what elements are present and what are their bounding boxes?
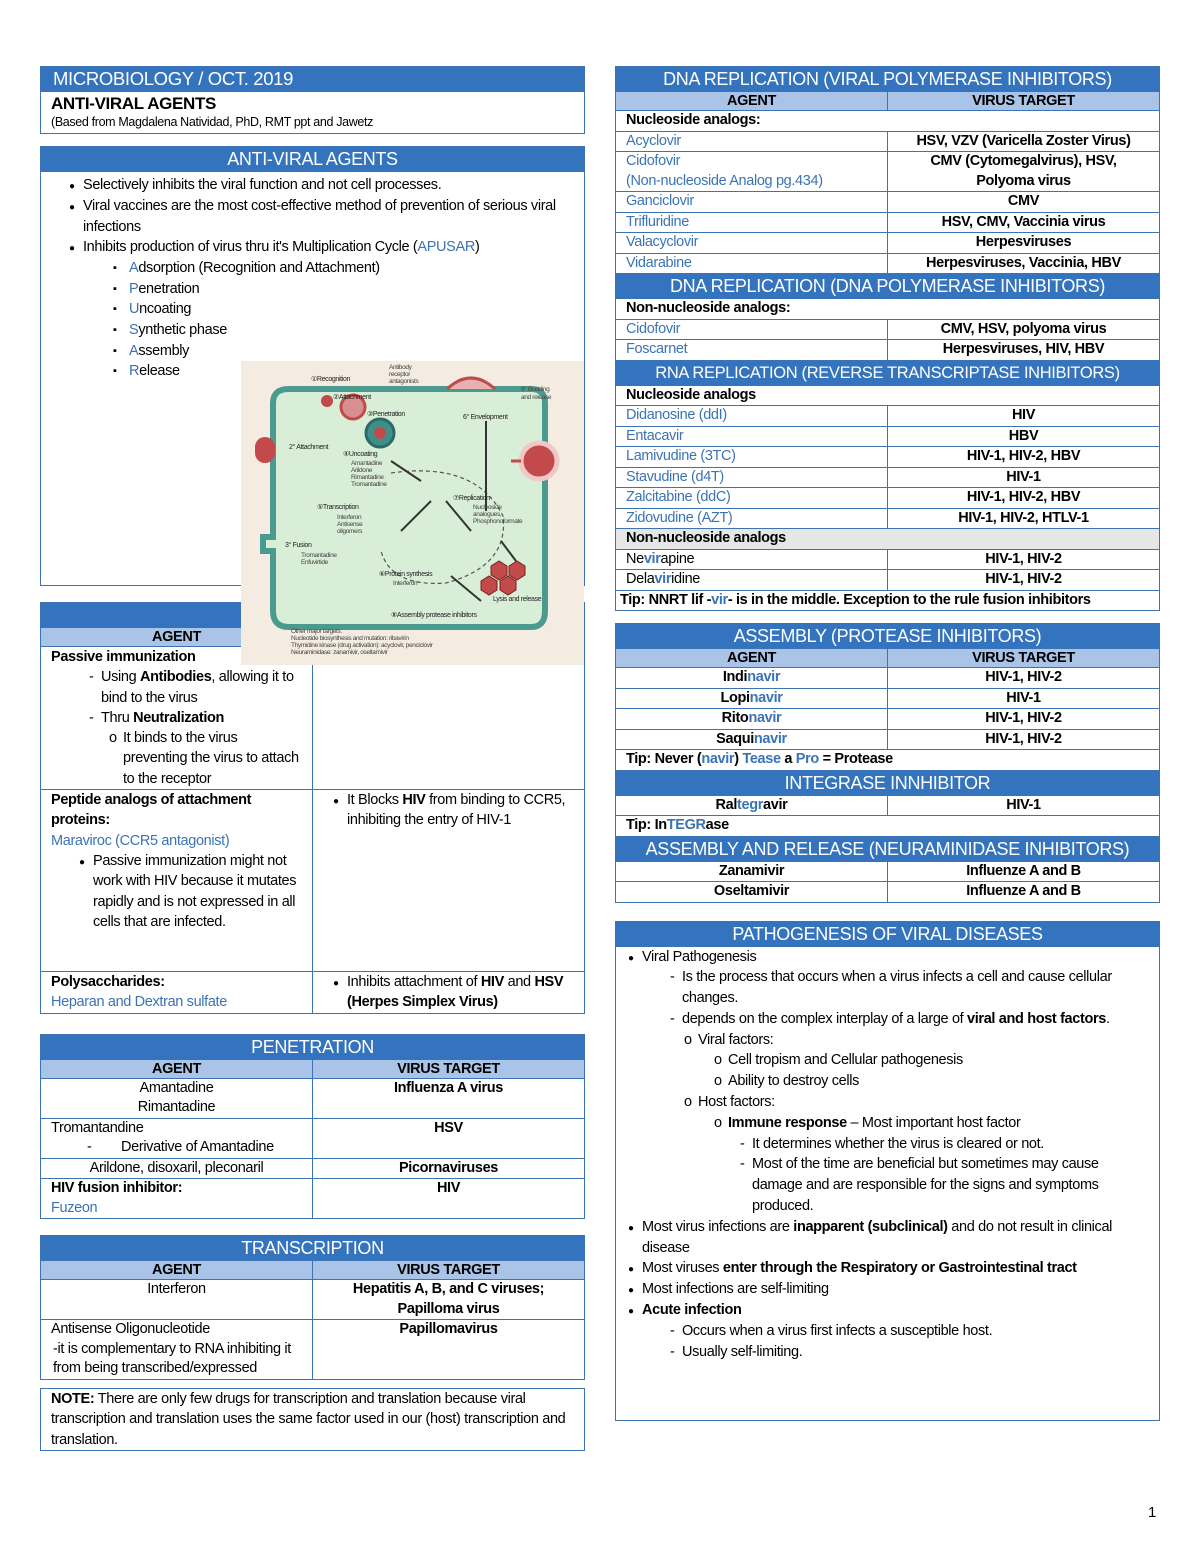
agent-name: Lopinavir <box>616 688 888 709</box>
bullet-apusar: ● Inhibits production of virus thru it's Multiplication Cycle (APUSAR) <box>71 237 564 258</box>
course-header: MICROBIOLOGY / OCT. 2019 <box>41 67 584 92</box>
table-row <box>41 1320 584 1379</box>
target-cell: Polyoma virus <box>976 172 1071 189</box>
attachment-table <box>41 628 584 1013</box>
col-agent: AGENT <box>41 628 313 647</box>
bullet-selective: ● Selectively inhibits the viral function and not cell processes. <box>71 175 564 196</box>
target-cell: HIV <box>313 1179 585 1219</box>
agent-name: Antisense Oligonucleotide <box>51 1321 210 1338</box>
agent-name: Rimantadine <box>137 1099 216 1116</box>
integrase-tip: Tip: InTEGRase <box>616 816 1159 836</box>
table-row <box>616 590 1159 610</box>
col-agent: AGENT <box>616 649 888 668</box>
col-target: VIRUS TARGET <box>313 1060 585 1079</box>
agent-name: HIV fusion inhibitor: <box>51 1180 183 1197</box>
diagram-label-penetration: ③Penetration <box>367 411 405 418</box>
table-row <box>41 1179 584 1219</box>
agent-name: Ganciclovir <box>616 192 888 213</box>
pathogenesis-panel <box>615 921 1160 1421</box>
rna-header: RNA REPLICATION (REVERSE TRANSCRIPTASE INHIBITORS) <box>616 360 1159 386</box>
dna-viral-table <box>616 92 1159 273</box>
pathogenesis-header: PATHOGENESIS OF VIRAL DISEASES <box>616 922 1159 947</box>
diagram-fusion-drugs: Tromantadine Enfuvirtide <box>301 552 337 566</box>
antiviral-agents-header: ANTI-VIRAL AGENTS <box>41 147 584 172</box>
list-item: - Usually self-limiting. <box>668 1342 1145 1363</box>
diagram-label-attachment: ②Attachment <box>333 394 371 401</box>
list-item: ● Viral Pathogenesis - Is the process that occurs when a virus infects a cell and cause cellular changes. - depends on the complex interplay of a large of viral and host factors. o Viral factors: o Cell tropism and Cellular pathogenesis o Ability to destroy cells o Host factors: o Immune response – Most important host factor - It determines whether the virus is cleared or not. - Most of the time are beneficial but sometimes may cause damage and are responsible for the signs and symptoms produced. <box>630 947 1145 1217</box>
table-row <box>616 212 1159 233</box>
group-label: Nucleoside analogs: <box>616 111 1159 132</box>
dna-viral-header: DNA REPLICATION (VIRAL POLYMERASE INHIBITORS) <box>616 67 1159 92</box>
source-note: (Based from Magdalena Natividad, PhD, RMT ppt and Jawetz <box>51 115 374 129</box>
col-agent: AGENT <box>41 1060 313 1079</box>
step-synthetic: ▪ Synthetic phase <box>113 320 584 341</box>
target-cell: HSV <box>313 1118 585 1158</box>
list-item: ● Inhibits attachment of HIV and HSV (Herpes Simplex Virus) <box>335 972 574 1013</box>
target-cell: HIV-1 <box>888 796 1160 816</box>
agent-name: Fuzeon <box>51 1199 98 1216</box>
agent-name: Saquinavir <box>616 729 888 750</box>
table-row <box>616 750 1159 770</box>
table-row <box>616 111 1159 132</box>
title-panel <box>40 66 585 134</box>
penetration-header: PENETRATION <box>41 1035 584 1060</box>
target-cell: HIV-1, HIV-2 <box>888 570 1160 591</box>
target-cell: HIV-1, HIV-2, HBV <box>888 447 1160 468</box>
target-cell: Influenze A and B <box>888 882 1160 902</box>
assembly-panel <box>615 623 1160 903</box>
agent-name: Ritonavir <box>616 709 888 730</box>
agent-name: Trifluridine <box>616 212 888 233</box>
table-row <box>616 488 1159 509</box>
diagram-label-uncoating: ④Uncoating <box>343 451 378 458</box>
assembly-tip: Tip: Never (navir) Tease a Pro = Protease <box>616 750 1159 770</box>
target-cell <box>313 647 585 790</box>
table-row <box>616 253 1159 273</box>
agent-name: Maraviroc (CCR5 antagonist) <box>51 832 230 849</box>
table-row <box>41 647 584 790</box>
list-item: - Occurs when a virus first infects a susceptible host. <box>668 1321 1145 1342</box>
table-row <box>616 152 1159 192</box>
table-row <box>616 406 1159 427</box>
diagram-label-transcription: ⑤Transcription <box>317 504 359 511</box>
target-cell: Influenze A and B <box>888 862 1160 882</box>
step-adsorption: ▪ Adsorption (Recognition and Attachment) <box>113 258 584 279</box>
bullet-vaccines: ● Viral vaccines are the most cost-effective method of prevention of serious viral infections <box>71 196 564 238</box>
left-column <box>40 66 585 1467</box>
list-item: - Most of the time are beneficial but sometimes may cause damage and are responsible for the signs and symptoms produced. <box>738 1154 1145 1216</box>
diagram-label-replication: ⑦Replication <box>453 495 490 502</box>
agent-name: Zidovudine (AZT) <box>616 508 888 529</box>
table-row <box>616 508 1159 529</box>
step-penetration: ▪ Penetration <box>113 279 584 300</box>
table-row <box>41 790 584 972</box>
group-label: Nucleoside analogs <box>616 386 1159 406</box>
step-release: ▪ Release <box>113 361 584 382</box>
table-row <box>616 882 1159 902</box>
agent-name: Valacyclovir <box>616 233 888 254</box>
group-label: Non-nucleoside analogs <box>616 529 1159 550</box>
agent-name: Oseltamivir <box>616 882 888 902</box>
diagram-label-protein-synthesis: ⑥Protein synthesis <box>379 571 433 578</box>
target-cell: CMV (Cytomegalvirus), HSV, <box>930 153 1117 169</box>
list-item: ● Passive immunization might not work with HIV because it mutates rapidly and is not expressed in all cells that are infected. <box>81 851 302 932</box>
agent-name: Acyclovir <box>616 131 888 152</box>
table-row <box>616 426 1159 447</box>
target-cell: Hepatitis A, B, and C viruses; <box>352 1281 545 1298</box>
agent-name: Amantadine <box>139 1079 214 1096</box>
table-row <box>616 862 1159 882</box>
list-item: o It binds to the virus preventing the virus to attach to the receptor <box>107 728 302 789</box>
table-row <box>616 386 1159 406</box>
target-cell: HIV-1, HIV-2, HBV <box>888 488 1160 509</box>
rna-table <box>616 386 1159 611</box>
diagram-label-recognition: ①Recognition <box>311 376 351 383</box>
table-row <box>616 570 1159 591</box>
penetration-panel <box>40 1034 585 1220</box>
row-title: Passive immunization <box>51 649 196 665</box>
target-cell: HIV-1 <box>888 688 1160 709</box>
list-item: - Thru Neutralization o It binds to the virus preventing the virus to attach to the receptor <box>87 708 302 789</box>
agent-name: Vidarabine <box>616 253 888 273</box>
right-column <box>615 66 1160 1437</box>
agent-name: Lamivudine (3TC) <box>616 447 888 468</box>
target-cell: HBV <box>888 426 1160 447</box>
diagram-label-antibody: Antibody receptor antagonists <box>389 364 419 385</box>
diagram-label-budding: 9° Budding and release <box>521 386 552 401</box>
target-cell: HIV-1 <box>888 467 1160 488</box>
agent-sub: - Derivative of Amantadine <box>87 1139 274 1156</box>
diagram-label-2-attachment: 2° Attachment <box>289 444 329 451</box>
transcription-header: TRANSCRIPTION <box>41 1236 584 1261</box>
list-item: o Cell tropism and Cellular pathogenesis <box>712 1050 1145 1071</box>
diagram-uncoating-drugs: Amantadine Arildone Rimantadine Tromantadine <box>351 460 387 488</box>
neuraminidase-table <box>616 862 1159 902</box>
col-agent: AGENT <box>41 1261 313 1280</box>
group-label: Non-nucleoside analogs: <box>616 299 1159 319</box>
target-cell: HIV-1, HIV-2 <box>888 668 1160 689</box>
diagram-label-fusion: 3° Fusion <box>285 542 312 549</box>
target-cell: HSV, VZV (Varicella Zoster Virus) <box>888 131 1160 152</box>
col-target: VIRUS TARGET <box>313 1261 585 1280</box>
col-target: VIRUS TARGET <box>888 649 1160 668</box>
row-title: Peptide analogs of attachment proteins: <box>51 792 252 829</box>
rna-tip: Tip: NNRT lif -vir- is in the middle. Exception to the rule fusion inhibitors <box>616 590 1159 610</box>
diagram-label-assembly: ⑧Assembly protease inhibitors <box>391 612 477 619</box>
col-agent: AGENT <box>616 92 888 111</box>
diagram-label-envelopment: 6° Envelopment <box>463 414 508 421</box>
target-cell: HIV-1, HIV-2 <box>888 729 1160 750</box>
agent-name: Cidofovir <box>626 153 681 169</box>
target-cell: HIV-1, HIV-2 <box>888 709 1160 730</box>
agent-name: Interferon <box>41 1280 313 1320</box>
target-cell: Herpesviruses, HIV, HBV <box>888 340 1160 360</box>
integrase-header: INTEGRASE INNHIBITOR <box>616 770 1159 796</box>
table-row <box>41 1118 584 1158</box>
table-row <box>616 549 1159 570</box>
assembly-table <box>616 649 1159 770</box>
target-cell: HSV, CMV, Vaccinia virus <box>888 212 1160 233</box>
agent-note: (Non-nucleoside Analog pg.434) <box>626 172 823 189</box>
agent-name: Indinavir <box>616 668 888 689</box>
table-row <box>616 192 1159 213</box>
list-item: - It determines whether the virus is cleared or not. <box>738 1134 1145 1155</box>
table-row <box>616 529 1159 550</box>
neuraminidase-header: ASSEMBLY AND RELEASE (NEURAMINIDASE INHIBITORS) <box>616 836 1159 862</box>
agent-name: Entacavir <box>616 426 888 447</box>
target-cell: HIV-1, HIV-2 <box>888 549 1160 570</box>
table-row <box>616 709 1159 730</box>
list-item: o Host factors: o Immune response – Most important host factor - It determines whether the virus is cleared or not. - Most of the time are beneficial but sometimes may cause damage and are responsible for the signs and symptoms produced. <box>682 1092 1145 1217</box>
target-cell: Herpesviruses, Vaccinia, HBV <box>888 253 1160 273</box>
list-item: ● Acute infection - Occurs when a virus first infects a susceptible host. - Usually self-limiting. <box>630 1300 1145 1362</box>
antiviral-agents-panel <box>40 146 585 656</box>
table-row <box>41 972 584 1013</box>
list-item: ● Most infections are self-limiting <box>630 1279 1145 1300</box>
agent-name: Didanosine (ddI) <box>616 406 888 427</box>
agent-name: Tromantandine <box>51 1119 144 1136</box>
list-item: o Viral factors: o Cell tropism and Cellular pathogenesis o Ability to destroy cells <box>682 1030 1145 1092</box>
dna-replication-panel <box>615 66 1160 611</box>
table-row <box>616 447 1159 468</box>
step-assembly: ▪ Assembly <box>113 341 584 362</box>
target-cell: Picornaviruses <box>313 1158 585 1179</box>
table-row <box>616 131 1159 152</box>
transcription-note: NOTE: There are only few drugs for transcription and translation because viral transcription and translation uses the same factor used in our (host) transcription and translation. <box>40 1388 585 1452</box>
integrase-table <box>616 796 1159 836</box>
target-cell: HIV <box>888 406 1160 427</box>
diagram-replication-drugs: Nucleoside analogues, Phosphonoformate <box>473 504 523 525</box>
agent-name: Raltegravir <box>616 796 888 816</box>
table-row <box>41 1078 584 1118</box>
agent-desc: -it is complementary to RNA inhibiting it from being transcribed/expressed <box>53 1340 291 1377</box>
table-row <box>616 319 1159 340</box>
penetration-table <box>41 1060 584 1219</box>
diagram-other-targets: Other major targets: Nucleotide biosynthesis and mutation: ribavirin Thymidine kinase (drug activation): acyclovir, penciclovir Neuraminidase: zanamivir, oseltamivir <box>291 628 433 656</box>
table-row <box>41 1158 584 1179</box>
diagram-transcription-drugs: Interferon Antisense oligomers <box>337 514 363 535</box>
topic-title: ANTI-VIRAL AGENTS <box>51 94 216 113</box>
table-row <box>41 1280 584 1320</box>
viral-cycle-diagram <box>241 361 584 665</box>
list-item: ● It Blocks HIV from binding to CCR5, inhibiting the entry of HIV-1 <box>335 790 574 831</box>
table-row <box>616 816 1159 836</box>
transcription-panel <box>40 1235 585 1380</box>
agent-name: Nevirapine <box>616 549 888 570</box>
step-uncoating: ▪ Uncoating <box>113 299 584 320</box>
agent-name: Foscarnet <box>616 340 888 360</box>
list-item: - Is the process that occurs when a virus infects a cell and cause cellular changes. <box>668 967 1145 1009</box>
target-cell: Influenza A virus <box>313 1078 585 1118</box>
page-number: 1 <box>1148 1504 1156 1521</box>
target-cell: HIV-1, HIV-2, HTLV-1 <box>888 508 1160 529</box>
table-row <box>616 467 1159 488</box>
list-item: - Using Antibodies, allowing it to bind to the virus <box>87 667 302 708</box>
agent-name: Stavudine (d4T) <box>616 467 888 488</box>
target-cell: CMV, HSV, polyoma virus <box>888 319 1160 340</box>
table-row <box>616 299 1159 319</box>
list-item: - depends on the complex interplay of a large of viral and host factors. o Viral factors: o Cell tropism and Cellular pathogenesis o Ability to destroy cells o Host factors: o Immune response – Most important host factor - It determines whether the virus is cleared or not. - Most of the time are beneficial but sometimes may cause damage and are responsible for the signs and symptoms produced. <box>668 1009 1145 1217</box>
target-cell: Herpesviruses <box>888 233 1160 254</box>
list-item: ● Most virus infections are inapparent (subclinical) and do not result in clinical disease <box>630 1217 1145 1259</box>
agent-name: Zalcitabine (ddC) <box>616 488 888 509</box>
table-row <box>616 668 1159 689</box>
list-item: ● Most viruses enter through the Respiratory or Gastrointestinal tract <box>630 1258 1145 1279</box>
table-row <box>616 688 1159 709</box>
table-row <box>616 340 1159 360</box>
transcription-table <box>41 1261 584 1379</box>
dna-dna-header: DNA REPLICATION (DNA POLYMERASE INHIBITORS) <box>616 273 1159 299</box>
col-target: VIRUS TARGET <box>888 92 1160 111</box>
diagram-label-lysis: Lysis and release <box>493 596 542 603</box>
agent-name: Cidofovir <box>616 319 888 340</box>
agent-name: Arildone, disoxaril, pleconaril <box>41 1158 313 1179</box>
diagram-protein-drugs: Interferon <box>393 580 418 587</box>
table-row <box>616 729 1159 750</box>
assembly-header: ASSEMBLY (PROTEASE INHIBITORS) <box>616 624 1159 649</box>
table-row <box>616 233 1159 254</box>
agent-name: Zanamivir <box>616 862 888 882</box>
agent-name: Delaviridine <box>616 570 888 591</box>
list-item: o Immune response – Most important host factor - It determines whether the virus is cleared or not. - Most of the time are beneficial but sometimes may cause damage and are responsible for the signs and symptoms produced. <box>712 1113 1145 1217</box>
target-cell: CMV <box>888 192 1160 213</box>
row-title: Polysaccharides: <box>51 974 165 991</box>
dna-dna-table <box>616 299 1159 360</box>
target-cell: Papillomavirus <box>313 1320 585 1379</box>
table-row <box>616 796 1159 816</box>
target-cell: Papilloma virus <box>397 1300 500 1317</box>
agent-name: Heparan and Dextran sulfate <box>51 994 227 1011</box>
list-item: o Ability to destroy cells <box>712 1071 1145 1092</box>
